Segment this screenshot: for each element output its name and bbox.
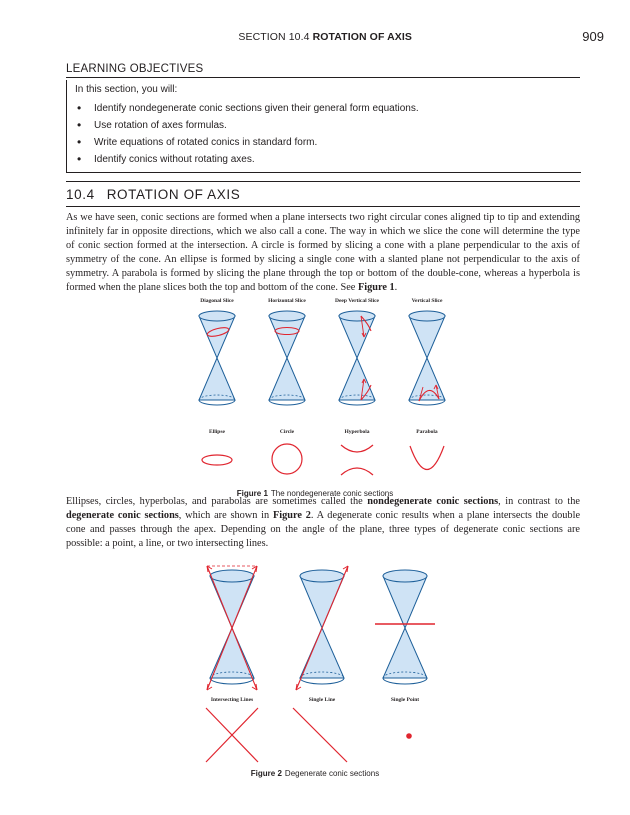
degenerate-label: Single Line [308,697,336,703]
conic-label: Parabola [416,429,438,435]
learning-objectives-intro: In this section, you will: [75,84,178,95]
section-title-header: ROTATION OF AXIS [312,31,412,43]
figure-reference: Figure 1 [357,282,395,294]
figure-reference: Figure 2 [272,510,311,522]
intro-paragraph [66,211,580,296]
cone-horizontal-slice [269,311,305,405]
conic-label: Hyperbola [344,429,370,435]
running-head [0,31,630,47]
cone-diagonal-slice [199,311,235,405]
section-label: SECTION 10.4 [238,31,310,43]
figure-2-caption [0,769,630,778]
cone-single-point [375,570,435,684]
paragraph-text: . A degenerate conic results when a plane intersects the double cone and passes through the apex. Depending on the angle of the plane, three types of degenerate conic sections are possible: a point, a line, or two intersecting lines. [66,510,581,550]
cone-single-line [296,566,348,690]
objective-item: • Identify conics without rotating axes. [75,153,419,170]
intersecting-lines-curve [206,708,258,762]
paragraph-text: Ellipses, circles, hyperbolas, and parabolas are sometimes called the [66,496,368,507]
section-number: 10.4 [66,187,95,202]
caption-text: The nondegenerate conic sections [270,489,394,498]
single-line-curve [293,708,347,762]
term-nondegenerate: nondegenerate conic sections [367,496,499,507]
circle-curve [272,444,302,474]
term-degenerate: degenerate conic sections [66,510,179,522]
caption-text: Degenerate conic sections [284,769,380,778]
ellipse-curve [202,455,232,465]
learning-objectives-list [75,102,419,170]
learning-objectives-heading: LEARNING OBJECTIVES [66,63,580,78]
slice-label: Diagonal Slice [200,298,234,304]
section-heading [66,181,580,207]
paragraph-text: As we have seen, conic sections are formed when a plane intersects two right circular cones aligned tip to tip and extending infinitely far in opposite directions, which we also call a cone. The way in which we slice the cone will determine the type of conic section formed at the intersection. A circle is formed by slicing a cone with a plane perpendicular to the axis of symmetry of the cone. An ellipse is formed by slicing a single cone with a slanted plane not perpendicular to the axis of symmetry. A parabola is formed by slicing the plane through the top or bottom of the double-cone, whereas a hyperbola is formed when the plane slices both the top and bottom of the cone. See [66,212,580,294]
slice-label: Deep Vertical Slice [335,298,379,304]
paragraph-end: . [394,282,398,294]
cone-vertical-slice [409,311,445,405]
degenerate-paragraph [66,495,580,551]
hyperbola-curve [341,445,373,475]
objective-item: • Write equations of rotated conics in standard form. [75,136,419,153]
parabola-curve [410,446,444,470]
caption-number: Figure 1 [236,489,268,498]
objective-item: • Use rotation of axes formulas. [75,119,419,136]
cone-deep-vertical-slice [339,311,375,405]
slice-label: Horizontal Slice [268,298,306,304]
degenerate-label: Single Point [390,697,420,703]
conic-label: Circle [279,429,295,435]
running-head-section [238,31,412,43]
section-title: ROTATION OF AXIS [106,187,241,202]
slice-label: Vertical Slice [411,298,443,304]
figure-1 [180,293,460,488]
conic-label: Ellipse [209,429,225,435]
figure-2 [195,560,435,765]
single-point-dot [406,733,412,739]
cone-intersecting-lines [207,566,257,690]
degenerate-label: Intersecting Lines [210,697,254,703]
paragraph-text: , in contrast to the [498,496,580,507]
page-number: 909 [582,29,604,44]
caption-number: Figure 2 [250,769,282,778]
paragraph-text: , which are shown in [178,510,273,522]
objective-item: • Identify nondegenerate conic sections given their general form equations. [75,102,419,119]
